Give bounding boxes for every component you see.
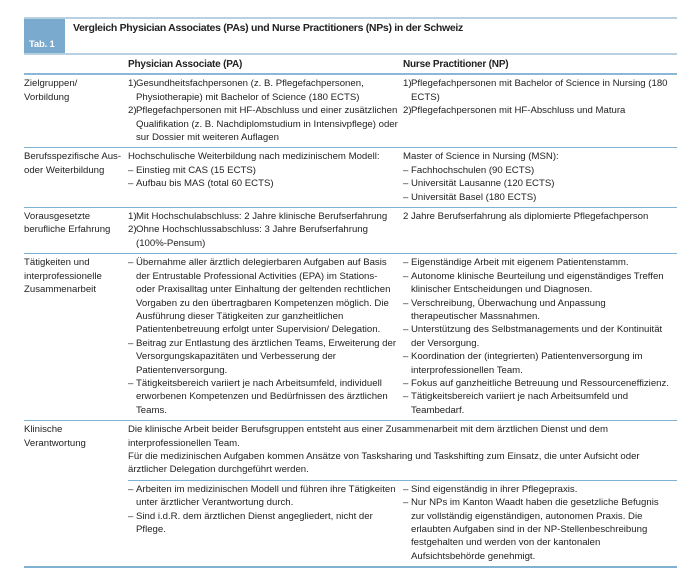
header-pa: Physician Associate (PA) bbox=[128, 59, 243, 70]
list-text: Gesundheitsfachpersonen (z. B. Pflegefachpersonen, Physiotherapie) mit Bachelor of Science (180 ECTS) bbox=[136, 78, 364, 103]
list-marker: 1) bbox=[128, 78, 137, 90]
list-text: Einstieg mit CAS (15 ECTS) bbox=[136, 164, 256, 176]
list-item bbox=[128, 510, 399, 537]
list-marker: – bbox=[128, 377, 134, 389]
list-item bbox=[403, 177, 673, 190]
list-text: Tätigkeitsbereich variiert je nach Arbeitsumfeld, individuell erworbenen Kompetenzen und Bedürfnissen des ärztlichen Teams. bbox=[136, 377, 388, 416]
list-item bbox=[403, 191, 673, 204]
table-title: Vergleich Physician Associates (PAs) und Nurse Practitioners (NPs) in der Schweiz bbox=[73, 22, 463, 34]
list-marker: – bbox=[128, 164, 134, 176]
comparison-table bbox=[24, 17, 677, 568]
np-list bbox=[403, 77, 673, 117]
list-marker: 1) bbox=[128, 211, 137, 223]
list-text: Fachhochschulen (90 ECTS) bbox=[411, 164, 535, 176]
list-marker: 2) bbox=[403, 105, 412, 117]
list-marker: – bbox=[403, 297, 409, 309]
row-label: Vorausgesetzte berufliche Erfahrung bbox=[24, 211, 111, 236]
table-body bbox=[24, 53, 677, 568]
table-number: Tab. 1 bbox=[29, 39, 55, 50]
list-text: Verschreibung, Überwachung und Anpassung therapeutischer Massnahmen. bbox=[411, 297, 606, 322]
pa-cell bbox=[128, 483, 403, 563]
pa-list bbox=[128, 210, 399, 250]
row-label: Tätigkeiten und interprofessionelle Zusammenarbeit bbox=[24, 257, 102, 296]
header-empty bbox=[24, 54, 128, 74]
list-text: Pflegefachpersonen mit HF-Abschluss und einer zusätzlichen Qualifikation (z. B. Nachdiplomstudium in Intensivpflege) oder sur Dossier mit weiteren Auflagen bbox=[136, 105, 398, 144]
list-text: Übernahme aller ärztlich delegierbaren Aufgaben auf Basis der Entrustable Professional Activities (EPA) im Stations- oder Praxisalltag unter Einhaltung der geltenden rechtlichen Vorgaben zu den übertragbaren Kompetenzen möglich. Die Ausführung dieser Tätigkeiten zur ganzheitlichen Patientenbetreuung erfolgt unter Supervision/ Delegation. bbox=[136, 257, 391, 336]
list-item bbox=[128, 483, 399, 510]
np-cell bbox=[403, 148, 677, 208]
list-marker: – bbox=[403, 324, 409, 336]
list-item bbox=[128, 256, 399, 336]
list-marker: – bbox=[403, 351, 409, 363]
list-text: Sind i.d.R. dem ärztlichen Dienst angegliedert, nicht der Pflege. bbox=[136, 510, 373, 535]
table-number-badge bbox=[24, 19, 65, 53]
list-item bbox=[128, 77, 399, 104]
list-item bbox=[403, 483, 673, 496]
shared-text-1: Die klinische Arbeit beider Berufsgruppen entsteht aus einer Zusammenarbeit mit dem ärztlichen Dienst und dem interprofessionellen Team. bbox=[128, 424, 608, 449]
list-marker: – bbox=[128, 483, 134, 495]
list-text: Koordination der (integrierten) Patientenversorgung im interprofessionellen Team. bbox=[411, 351, 643, 376]
list-item bbox=[403, 323, 673, 350]
np-cell bbox=[403, 254, 677, 421]
shared-cell bbox=[128, 421, 677, 568]
pa-list bbox=[128, 164, 399, 191]
row-label: Berufsspezifische Aus- oder Weiterbildung bbox=[24, 151, 122, 176]
list-text: Unterstützung des Selbstmanagements und der Kontinuität der Versorgung. bbox=[411, 324, 663, 349]
list-text: Pflegefachpersonen mit Bachelor of Science in Nursing (180 ECTS) bbox=[411, 78, 668, 103]
table-row bbox=[24, 254, 677, 421]
table-row bbox=[24, 421, 677, 568]
list-marker: – bbox=[403, 270, 409, 282]
list-text: Arbeiten im medizinischen Modell und führen ihre Tätigkeiten unter ärztlicher Verantwortung durch. bbox=[136, 483, 396, 509]
list-item bbox=[403, 390, 673, 417]
list-item bbox=[403, 270, 673, 297]
list-text: Eigenständige Arbeit mit eigenem Patientenstamm. bbox=[411, 257, 629, 269]
row-label: Zielgruppen/ Vorbildung bbox=[24, 78, 78, 103]
table-title-bar bbox=[24, 17, 677, 53]
list-marker: – bbox=[403, 483, 409, 495]
list-marker: – bbox=[128, 510, 134, 522]
list-text: Pflegefachpersonen mit HF-Abschluss und Matura bbox=[411, 105, 626, 117]
list-item bbox=[403, 496, 673, 563]
list-text: Mit Hochschulabschluss: 2 Jahre klinische Berufserfahrung bbox=[136, 211, 388, 223]
pa-cell bbox=[128, 74, 403, 148]
list-item bbox=[128, 104, 399, 144]
list-item bbox=[128, 223, 399, 250]
list-item bbox=[128, 337, 399, 377]
list-text: Sind eigenständig in ihrer Pflegepraxis. bbox=[411, 483, 578, 495]
list-text: Universität Lausanne (120 ECTS) bbox=[411, 178, 555, 190]
pa-cell bbox=[128, 148, 403, 208]
list-item bbox=[403, 77, 673, 104]
list-marker: 1) bbox=[403, 78, 412, 90]
np-cell: 2 Jahre Berufserfahrung als diplomierte Pflegefachperson bbox=[403, 211, 649, 223]
pa-cell bbox=[128, 254, 403, 421]
list-text: Autonome klinische Beurteilung und eigenständiges Treffen klinischer Entscheidungen und Diagnosen. bbox=[411, 270, 664, 296]
np-list bbox=[403, 483, 673, 563]
np-cell bbox=[403, 483, 677, 563]
list-text: Beitrag zur Entlastung des ärztlichen Teams, Erweiterung der Versorgungskapazitäten und Verbesserung der Patientenversorgung. bbox=[136, 337, 397, 376]
table-row bbox=[24, 148, 677, 208]
np-list bbox=[403, 164, 673, 204]
list-text: Universität Basel (180 ECTS) bbox=[411, 191, 537, 203]
list-marker: – bbox=[403, 257, 409, 269]
list-item bbox=[128, 177, 399, 190]
list-marker: – bbox=[128, 337, 134, 349]
table-row bbox=[24, 74, 677, 148]
header-row bbox=[24, 54, 677, 74]
list-item bbox=[403, 350, 673, 377]
pa-list bbox=[128, 483, 399, 537]
list-item bbox=[128, 210, 399, 223]
shared-text-2: Für die medizinischen Aufgaben kommen Ansätze von Tasksharing und Taskshifting zum Einsatz, die unter Aufsicht oder ärztlicher Delegation durchgeführt werden. bbox=[128, 450, 640, 476]
pa-cell bbox=[128, 208, 403, 254]
row-label: Klinische Verantwortung bbox=[24, 424, 86, 449]
np-cell bbox=[403, 74, 677, 148]
pa-list bbox=[128, 256, 399, 417]
list-marker: – bbox=[403, 497, 409, 509]
list-marker: – bbox=[128, 178, 134, 190]
shared-note bbox=[128, 423, 677, 481]
list-text: Tätigkeitsbereich variiert je nach Arbeitsumfeld und Teambedarf. bbox=[411, 391, 629, 416]
list-marker: 2) bbox=[128, 105, 137, 117]
list-marker: – bbox=[403, 377, 409, 389]
list-item bbox=[128, 377, 399, 417]
list-text: Fokus auf ganzheitliche Betreuung und Ressourceneffizienz. bbox=[411, 377, 669, 389]
split-cells bbox=[128, 483, 677, 563]
list-text: Nur NPs im Kanton Waadt haben die gesetzliche Befugnis zur vollständig eigenständigen, autonomen Praxis. Die erlaubten Aufgaben sind in der NP-Stellenbeschreibung festgehalten und werden von der kantonalen Aufsichtsbehörde genehmigt. bbox=[411, 497, 659, 562]
list-item bbox=[403, 164, 673, 177]
header-np: Nurse Practitioner (NP) bbox=[403, 59, 509, 70]
list-marker: – bbox=[128, 257, 134, 269]
list-marker: – bbox=[403, 391, 409, 403]
list-text: Ohne Hochschlussabschluss: 3 Jahre Berufserfahrung (100%-Pensum) bbox=[136, 224, 368, 249]
list-item bbox=[403, 377, 673, 390]
np-intro: Master of Science in Nursing (MSN): bbox=[403, 151, 559, 163]
list-item bbox=[403, 256, 673, 269]
list-marker: – bbox=[403, 178, 409, 190]
list-item bbox=[403, 297, 673, 324]
list-text: Aufbau bis MAS (total 60 ECTS) bbox=[136, 178, 274, 190]
list-marker: – bbox=[403, 164, 409, 176]
list-item bbox=[403, 104, 673, 117]
pa-intro: Hochschulische Weiterbildung nach medizinischem Modell: bbox=[128, 151, 380, 163]
list-item bbox=[128, 164, 399, 177]
table-row bbox=[24, 208, 677, 254]
list-marker: – bbox=[403, 191, 409, 203]
np-list bbox=[403, 256, 673, 417]
pa-list bbox=[128, 77, 399, 144]
list-marker: 2) bbox=[128, 224, 137, 236]
